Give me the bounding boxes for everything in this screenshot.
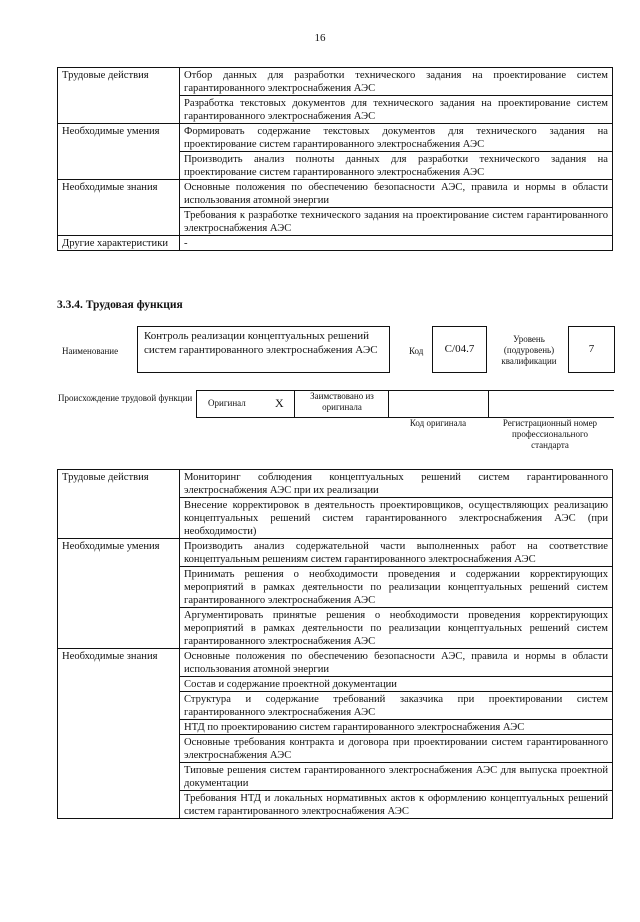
table-cell: Структура и содержание требований заказчика при проектировании систем гарантированного электроснабжения АЭС xyxy=(180,692,613,720)
registration-number-caption: Регистрационный номер профессионального стандарта xyxy=(502,418,598,450)
row-label: Необходимые знания xyxy=(58,649,180,819)
divider xyxy=(488,390,489,417)
section-title: 3.3.4. Трудовая функция xyxy=(57,299,183,311)
row-label: Трудовые действия xyxy=(58,68,180,124)
row-label: Необходимые знания xyxy=(58,180,180,236)
competency-table-previous xyxy=(57,67,613,251)
name-box xyxy=(137,326,390,373)
row-label: Трудовые действия xyxy=(58,470,180,539)
function-name: Контроль реализации концептуальных решений систем гарантированного электроснабжения АЭС xyxy=(144,330,378,356)
row-label: Другие характеристики xyxy=(58,236,180,251)
table-cell: Аргументировать принятые решения о необходимости проведения корректирующих мероприятий в рамках деятельности по реализации концептуальных решений систем гарантированного электроснабжения АЭС xyxy=(180,608,613,649)
qualification-level: 7 xyxy=(588,343,595,355)
table-cell: Типовые решения систем гарантированного электроснабжения АЭС для выпуска проектной документации xyxy=(180,763,613,791)
table-row xyxy=(58,470,613,498)
table-cell: Разработка текстовых документов для технического задания на проектирование систем гарантированного электроснабжения АЭС xyxy=(180,96,613,124)
table-row xyxy=(58,649,613,677)
page-number: 16 xyxy=(314,32,326,44)
divider xyxy=(388,390,389,417)
origin-label: Происхождение трудовой функции xyxy=(58,393,193,403)
table-row xyxy=(58,180,613,208)
level-box xyxy=(568,326,615,373)
name-label: Наименование xyxy=(62,346,119,356)
level-label: Уровень (подуровень) квалификации xyxy=(501,334,557,366)
table-cell: Требования к разработке технического задания на проектирование систем гарантированного электроснабжения АЭС xyxy=(180,208,613,236)
table-cell: Основные требования контракта и договора при проектировании систем гарантированного электроснабжения АЭС xyxy=(180,735,613,763)
row-label: Необходимые умения xyxy=(58,124,180,180)
table-cell: Мониторинг соблюдения концептуальных решений систем гарантированного электроснабжения АЭС при их реализации xyxy=(180,470,613,498)
table-cell: Состав и содержание проектной документации xyxy=(180,677,613,692)
code-label: Код xyxy=(409,346,424,356)
code-box xyxy=(432,326,487,373)
table-cell: Производить анализ содержательной части выполненных работ на соответствие концептуальным решениям систем гарантированного электроснабжения АЭС xyxy=(180,539,613,567)
table-row xyxy=(58,124,613,152)
table-cell: - xyxy=(180,236,613,251)
table-cell: Производить анализ полноты данных для разработки технического задания на проектирование систем гарантированного электроснабжения АЭС xyxy=(180,152,613,180)
table-cell: Основные положения по обеспечению безопасности АЭС, правила и нормы в области использования атомной энергии xyxy=(180,180,613,208)
table-row xyxy=(58,236,613,251)
table-row xyxy=(58,68,613,96)
original-code-caption: Код оригинала xyxy=(409,418,467,428)
divider xyxy=(294,390,295,417)
table-cell: Принимать решения о необходимости проведения и содержании корректирующих мероприятий в рамках деятельности по реализации концептуальных решений систем гарантированного электроснабжения АЭС xyxy=(180,567,613,608)
function-code: C/04.7 xyxy=(444,343,475,355)
table-row xyxy=(58,539,613,567)
table-cell: Формировать содержание текстовых документов для технического задания на проектирование систем гарантированного электроснабжения АЭС xyxy=(180,124,613,152)
original-mark: X xyxy=(275,396,284,410)
table-cell: Внесение корректировок в деятельность проектировщиков, осуществляющих реализацию концептуальных решений систем гарантированного электроснабжения АЭС (при необходимости) xyxy=(180,498,613,539)
table-cell: НТД по проектированию систем гарантированного электроснабжения АЭС xyxy=(180,720,613,735)
competency-table-function xyxy=(57,469,613,819)
table-cell: Требования НТД и локальных нормативных актов к оформлению концептуальных решений систем гарантированного электроснабжения АЭС xyxy=(180,791,613,819)
table-cell: Отбор данных для разработки технического задания на проектирование систем гарантированного электроснабжения АЭС xyxy=(180,68,613,96)
table-cell: Основные положения по обеспечению безопасности АЭС, правила и нормы в области использования атомной энергии xyxy=(180,649,613,677)
row-label: Необходимые умения xyxy=(58,539,180,649)
original-label: Оригинал xyxy=(208,398,246,408)
borrowed-label: Заимствовано из оригинала xyxy=(310,391,374,412)
origin-box xyxy=(196,390,614,418)
